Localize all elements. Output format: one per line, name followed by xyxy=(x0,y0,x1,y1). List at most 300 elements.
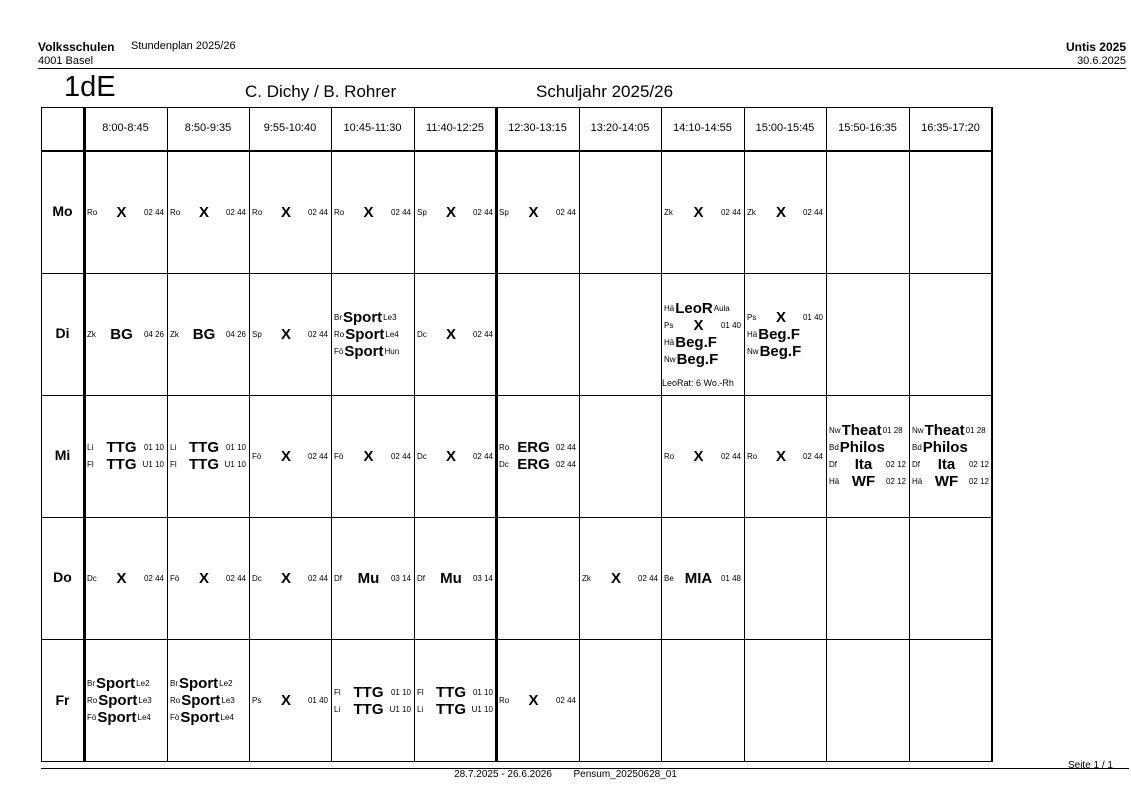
lesson-entry xyxy=(829,456,906,473)
lesson-cell[interactable] xyxy=(334,639,411,762)
day-label: Di xyxy=(55,325,70,341)
lesson-entry xyxy=(252,204,328,221)
lesson-cell[interactable] xyxy=(664,151,741,273)
lesson-entry xyxy=(334,204,411,221)
lesson-cell[interactable] xyxy=(334,273,411,395)
room-code: 02 44 xyxy=(720,207,741,217)
room-code: 01 10 xyxy=(390,687,411,697)
teacher-code: Ro xyxy=(747,451,758,461)
lesson-cell[interactable] xyxy=(664,273,741,395)
grid-vline xyxy=(414,107,415,762)
subject-code: LeoR xyxy=(675,300,713,317)
lesson-entry xyxy=(747,326,823,343)
grid-vline xyxy=(826,107,827,762)
teacher-code: Fö xyxy=(87,713,97,722)
lesson-cell[interactable] xyxy=(829,395,906,517)
grid-vline xyxy=(249,107,250,762)
school-name: Volksschulen xyxy=(38,40,115,54)
period-header: 11:40-12:25 xyxy=(426,122,484,134)
subject-code: X xyxy=(116,203,127,221)
room-code: Le4 xyxy=(137,713,151,722)
lesson-cell[interactable] xyxy=(829,517,906,639)
period-header: 15:00-15:45 xyxy=(755,122,815,134)
teacher-code: Li xyxy=(417,704,424,714)
room-code: U1 10 xyxy=(471,704,493,714)
lesson-cell[interactable] xyxy=(170,639,246,762)
teacher-code: Sp xyxy=(499,207,509,217)
subject-code: X xyxy=(693,447,704,465)
room-code: 02 44 xyxy=(390,451,411,461)
subject-code: ERG xyxy=(517,439,550,456)
teacher-code: Sp xyxy=(417,207,427,217)
room-code: 02 44 xyxy=(637,573,658,583)
subject-code: X xyxy=(280,203,291,221)
lesson-entry xyxy=(252,448,328,465)
lesson-entry xyxy=(664,204,741,221)
subject-code: Mu xyxy=(357,569,380,587)
teacher-code: Hä xyxy=(664,338,675,347)
subject-code: X xyxy=(280,692,291,709)
teacher-code: Ro xyxy=(252,207,263,217)
lesson-entry xyxy=(417,326,493,343)
teacher-code: Dc xyxy=(417,329,427,339)
lesson-note: LeoRat: 6 Wo.-Rh xyxy=(662,378,734,388)
lesson-entry xyxy=(170,439,246,456)
teacher-code: Ro xyxy=(334,329,345,339)
lesson-cell[interactable] xyxy=(417,273,493,395)
lesson-entry xyxy=(334,326,411,343)
lesson-entry xyxy=(829,439,906,456)
lesson-entry xyxy=(417,570,493,587)
subject-code: Sport xyxy=(343,308,383,326)
page-number: Seite 1 / 1 xyxy=(1067,760,1113,771)
teacher-code: Ro xyxy=(664,451,675,461)
teacher-code: Nw xyxy=(664,355,676,364)
teacher-code: Hä xyxy=(747,329,758,339)
teacher-code: Nw xyxy=(829,426,841,435)
lesson-cell[interactable] xyxy=(747,639,823,762)
teacher-code: Fl xyxy=(417,687,424,697)
room-code: 02 12 xyxy=(885,460,906,469)
subject-code: X xyxy=(528,203,539,221)
teacher-code: Ps xyxy=(252,696,262,705)
room-code: 01 28 xyxy=(882,426,903,435)
lesson-entry xyxy=(912,456,989,473)
room-code: 02 44 xyxy=(720,451,741,461)
lesson-cell[interactable] xyxy=(499,151,576,273)
teacher-code: Fö xyxy=(170,713,180,722)
lesson-entry xyxy=(170,675,246,692)
subject-code: Ita xyxy=(937,456,956,473)
subject-code: Beg.F xyxy=(758,325,800,343)
teacher-code: Sp xyxy=(252,329,262,339)
lesson-cell[interactable] xyxy=(499,639,576,762)
lesson-cell[interactable] xyxy=(87,273,164,395)
period-header: 14:10-14:55 xyxy=(673,122,732,134)
period-header: 12:30-13:15 xyxy=(508,122,567,134)
period-header: 9:55-10:40 xyxy=(263,122,317,134)
plan-title: Stundenplan 2025/26 xyxy=(131,40,236,52)
room-code: 02 44 xyxy=(390,207,411,217)
lesson-entry xyxy=(87,204,164,221)
lesson-entry xyxy=(912,439,989,456)
lesson-cell[interactable] xyxy=(252,517,328,639)
teacher-code: Hä xyxy=(829,477,840,486)
subject-code: Beg.F xyxy=(675,334,717,351)
class-teachers: C. Dichy / B. Rohrer xyxy=(245,82,397,101)
teacher-code: Br xyxy=(334,312,342,322)
lesson-cell[interactable] xyxy=(170,395,246,517)
lesson-entry xyxy=(170,326,246,343)
lesson-cell[interactable] xyxy=(334,395,411,517)
lesson-entry xyxy=(912,473,989,490)
teacher-code: Dc xyxy=(252,573,262,583)
room-code: 02 44 xyxy=(472,451,493,461)
lesson-cell[interactable] xyxy=(252,395,328,517)
lesson-entry xyxy=(170,204,246,221)
subject-code: TTG xyxy=(353,683,384,701)
teacher-code: Be xyxy=(664,573,674,583)
teacher-code: Fö xyxy=(334,451,344,461)
subject-code: X xyxy=(445,447,456,465)
lesson-cell[interactable] xyxy=(170,517,246,639)
lesson-entry xyxy=(747,309,823,326)
subject-code: TTG xyxy=(189,439,219,456)
lesson-cell[interactable] xyxy=(747,517,823,639)
subject-code: X xyxy=(775,203,786,221)
footer xyxy=(0,769,1131,780)
lesson-cell[interactable] xyxy=(664,639,741,762)
lesson-entry xyxy=(170,692,246,709)
lesson-cell[interactable] xyxy=(829,639,906,762)
lesson-cell[interactable] xyxy=(417,517,493,639)
subject-code: TTG xyxy=(436,683,466,701)
lesson-cell[interactable] xyxy=(499,517,576,639)
room-code: 01 10 xyxy=(472,687,493,697)
subject-code: Sport xyxy=(180,709,220,726)
lesson-cell[interactable] xyxy=(664,517,741,639)
room-code: 01 28 xyxy=(965,426,986,435)
teacher-code: Ro xyxy=(334,207,345,217)
lesson-entry xyxy=(334,684,411,701)
teacher-code: Ro xyxy=(499,696,510,705)
subject-code: WF xyxy=(851,473,876,490)
teacher-code: Br xyxy=(87,679,95,688)
room-code: 02 44 xyxy=(802,451,823,461)
lesson-cell[interactable] xyxy=(417,151,493,273)
subject-code: X xyxy=(280,569,291,587)
room-code: 02 44 xyxy=(307,207,328,217)
teacher-code: Zk xyxy=(747,207,756,217)
room-code: 02 44 xyxy=(307,329,328,339)
lesson-entry xyxy=(747,448,823,465)
room-code: 02 12 xyxy=(968,477,989,486)
subject-code: Theat xyxy=(924,422,965,439)
lesson-cell[interactable] xyxy=(499,273,576,395)
teacher-code: Dc xyxy=(87,573,97,583)
grid-vline xyxy=(744,107,745,762)
room-code: 02 44 xyxy=(225,573,246,583)
lesson-cell[interactable] xyxy=(829,273,906,395)
lesson-entry xyxy=(499,692,576,709)
lesson-cell[interactable] xyxy=(170,273,246,395)
room-code: 04 26 xyxy=(225,329,246,339)
lesson-entry xyxy=(417,701,493,718)
period-header: 15:50-16:35 xyxy=(838,122,897,134)
subject-code: Sport xyxy=(179,675,219,692)
lesson-cell[interactable] xyxy=(747,395,823,517)
lesson-cell[interactable] xyxy=(417,395,493,517)
room-code: 02 44 xyxy=(555,207,576,217)
teacher-code: Ro xyxy=(87,207,98,217)
lesson-entry xyxy=(87,456,164,473)
room-code: 02 44 xyxy=(472,207,493,217)
lesson-cell[interactable] xyxy=(664,395,741,517)
lesson-cell[interactable] xyxy=(912,273,989,395)
lesson-entry xyxy=(170,570,246,587)
header-divider xyxy=(38,68,1126,69)
subject-code: BG xyxy=(192,325,216,343)
room-code: Le3 xyxy=(138,696,152,705)
room-code: Le2 xyxy=(136,679,150,688)
subject-code: Sport xyxy=(98,692,138,709)
room-code: 02 44 xyxy=(555,460,576,469)
subject-code: Sport xyxy=(345,325,385,343)
grid-vline xyxy=(579,107,580,762)
teacher-code: Fl xyxy=(334,687,341,697)
teacher-code: Zk xyxy=(582,573,591,583)
room-code: 02 12 xyxy=(968,460,989,469)
lesson-entry xyxy=(252,570,328,587)
teacher-code: Df xyxy=(334,573,342,583)
teacher-code: Nw xyxy=(747,346,759,356)
subject-code: TTG xyxy=(106,439,137,456)
lesson-cell[interactable] xyxy=(334,151,411,273)
teacher-code: Df xyxy=(417,573,425,583)
lesson-entry xyxy=(664,300,741,317)
lesson-cell[interactable] xyxy=(499,395,576,517)
print-date: 30.6.2025 xyxy=(1077,55,1126,67)
room-code: Le3 xyxy=(221,696,235,705)
lesson-cell[interactable] xyxy=(170,151,246,273)
lesson-entry xyxy=(499,456,576,473)
lesson-cell[interactable] xyxy=(912,639,989,762)
lesson-entry xyxy=(664,351,741,368)
lesson-entry xyxy=(334,343,411,360)
lesson-cell[interactable] xyxy=(417,639,493,762)
lesson-cell[interactable] xyxy=(252,151,328,273)
teacher-code: Ps xyxy=(747,312,757,322)
timetable-grid xyxy=(41,107,992,762)
subject-code: X xyxy=(198,569,209,587)
period-header: 10:45-11:30 xyxy=(343,122,402,134)
lesson-entry xyxy=(87,326,164,343)
lesson-entry xyxy=(334,570,411,587)
subject-code: X xyxy=(610,569,621,587)
lesson-entry xyxy=(417,684,493,701)
subject-code: WF xyxy=(934,473,959,490)
lesson-entry xyxy=(664,334,741,351)
teacher-code: Zk xyxy=(87,329,96,339)
lesson-cell[interactable] xyxy=(87,517,164,639)
pensum-id: Pensum_20250628_01 xyxy=(573,769,677,780)
teacher-code: Zk xyxy=(170,329,179,339)
school-city: 4001 Basel xyxy=(38,55,94,67)
period-header: 13:20-14:05 xyxy=(590,122,650,134)
lesson-entry xyxy=(334,309,411,326)
room-code: 01 40 xyxy=(307,696,328,705)
lesson-entry xyxy=(170,456,246,473)
room-code: 02 44 xyxy=(555,443,576,452)
lesson-cell[interactable] xyxy=(912,517,989,639)
lesson-cell[interactable] xyxy=(582,273,658,395)
room-code: 02 44 xyxy=(225,207,246,217)
validity-range: 28.7.2025 - 26.6.2026 xyxy=(454,769,552,780)
lesson-entry xyxy=(170,709,246,726)
lesson-entry xyxy=(664,448,741,465)
teacher-code: Df xyxy=(912,460,920,469)
room-code: 02 44 xyxy=(555,696,576,705)
teacher-code: Li xyxy=(334,704,341,714)
subject-code: Mu xyxy=(440,569,462,587)
period-header: 8:50-9:35 xyxy=(184,122,232,134)
subject-code: TTG xyxy=(106,456,137,473)
teacher-code: Fö xyxy=(334,346,344,356)
grid-vline xyxy=(495,107,498,762)
lesson-cell[interactable] xyxy=(582,639,658,762)
class-name: 1dE xyxy=(64,71,116,103)
lesson-entry xyxy=(87,675,164,692)
subject-code: Sport xyxy=(97,709,137,726)
app-name: Untis 2025 xyxy=(1065,40,1126,54)
room-code: Le3 xyxy=(383,312,397,322)
lesson-cell[interactable] xyxy=(252,639,328,762)
room-code: Le4 xyxy=(385,329,399,339)
lesson-entry xyxy=(334,701,411,718)
lesson-cell[interactable] xyxy=(582,395,658,517)
subject-code: TTG xyxy=(436,700,466,718)
school-year: Schuljahr 2025/26 xyxy=(536,82,674,101)
subject-code: Theat xyxy=(841,422,882,439)
lesson-entry xyxy=(417,204,493,221)
grid-vline xyxy=(167,107,168,762)
day-label: Mi xyxy=(54,447,71,463)
subject-code: X xyxy=(198,203,209,221)
lesson-entry xyxy=(664,570,741,587)
room-code: 02 44 xyxy=(307,451,328,461)
subject-code: X xyxy=(775,447,786,465)
teacher-code: Br xyxy=(170,679,178,688)
teacher-code: Ro xyxy=(170,207,181,217)
lesson-cell[interactable] xyxy=(87,639,164,762)
subject-code: Philos xyxy=(839,439,885,456)
room-code: 01 10 xyxy=(225,443,246,452)
lesson-entry xyxy=(417,448,493,465)
subject-code: X xyxy=(775,308,786,326)
room-code: 01 40 xyxy=(720,321,741,330)
subject-code: Sport xyxy=(344,342,384,360)
lesson-cell[interactable] xyxy=(87,395,164,517)
lesson-entry xyxy=(252,692,328,709)
teacher-code: Ro xyxy=(170,696,181,705)
teacher-code: Hä xyxy=(912,477,923,486)
lesson-cell[interactable] xyxy=(252,273,328,395)
room-code: 01 48 xyxy=(720,573,741,583)
room-code: 01 10 xyxy=(143,443,164,452)
room-code: Hun xyxy=(384,346,400,356)
lesson-entry xyxy=(499,204,576,221)
lesson-entry xyxy=(747,343,823,360)
teacher-code: Li xyxy=(170,443,177,452)
lesson-cell[interactable] xyxy=(582,517,658,639)
lesson-cell[interactable] xyxy=(582,151,658,273)
day-label: Fr xyxy=(55,691,70,708)
room-code: 03 14 xyxy=(390,573,411,583)
subject-code: X xyxy=(280,325,291,343)
room-code: 02 44 xyxy=(802,207,823,217)
subject-code: Ita xyxy=(854,456,873,473)
day-label: Do xyxy=(53,569,72,585)
lesson-entry xyxy=(87,570,164,587)
teacher-code: Dc xyxy=(417,451,427,461)
teacher-code: Ro xyxy=(87,696,98,705)
subject-code: ERG xyxy=(517,456,550,473)
room-code: 02 44 xyxy=(472,329,493,339)
period-header: 8:00-8:45 xyxy=(102,122,149,134)
subject-code: X xyxy=(363,203,374,221)
teacher-code: Ro xyxy=(499,443,510,452)
teacher-code: Fö xyxy=(170,573,180,583)
subject-code: Philos xyxy=(922,439,968,456)
teacher-code: Nw xyxy=(912,426,924,435)
subject-code: X xyxy=(363,447,374,465)
lesson-cell[interactable] xyxy=(912,395,989,517)
period-header: 16:35-17:20 xyxy=(921,122,980,134)
lesson-cell[interactable] xyxy=(747,273,823,395)
room-code: U1 10 xyxy=(389,704,411,714)
teacher-code: Fl xyxy=(87,460,94,469)
subject-code: Beg.F xyxy=(759,342,802,360)
lesson-cell[interactable] xyxy=(829,151,906,273)
subject-code: X xyxy=(445,325,456,343)
teacher-code: Dc xyxy=(499,460,509,469)
lesson-entry xyxy=(664,317,741,334)
teacher-code: Fl xyxy=(170,460,177,469)
grid-vline xyxy=(992,107,993,762)
lesson-entry xyxy=(829,422,906,439)
subject-code: X xyxy=(528,692,539,709)
grid-hline xyxy=(41,107,992,108)
lesson-cell[interactable] xyxy=(747,151,823,273)
room-code: 03 14 xyxy=(472,573,493,583)
subject-code: TTG xyxy=(189,456,219,473)
subject-code: X xyxy=(693,203,704,221)
subject-code: X xyxy=(116,569,127,587)
subject-code: BG xyxy=(110,325,133,343)
lesson-entry xyxy=(87,709,164,726)
lesson-cell[interactable] xyxy=(912,151,989,273)
teacher-code: Bd xyxy=(829,443,839,452)
teacher-code: Li xyxy=(87,443,94,452)
room-code: Le4 xyxy=(220,713,234,722)
subject-code: Beg.F xyxy=(676,351,719,368)
room-code: 02 44 xyxy=(143,207,164,217)
lesson-entry xyxy=(87,439,164,456)
lesson-cell[interactable] xyxy=(334,517,411,639)
teacher-code: Zk xyxy=(664,207,673,217)
lesson-cell[interactable] xyxy=(87,151,164,273)
teacher-code: Bd xyxy=(912,443,922,452)
